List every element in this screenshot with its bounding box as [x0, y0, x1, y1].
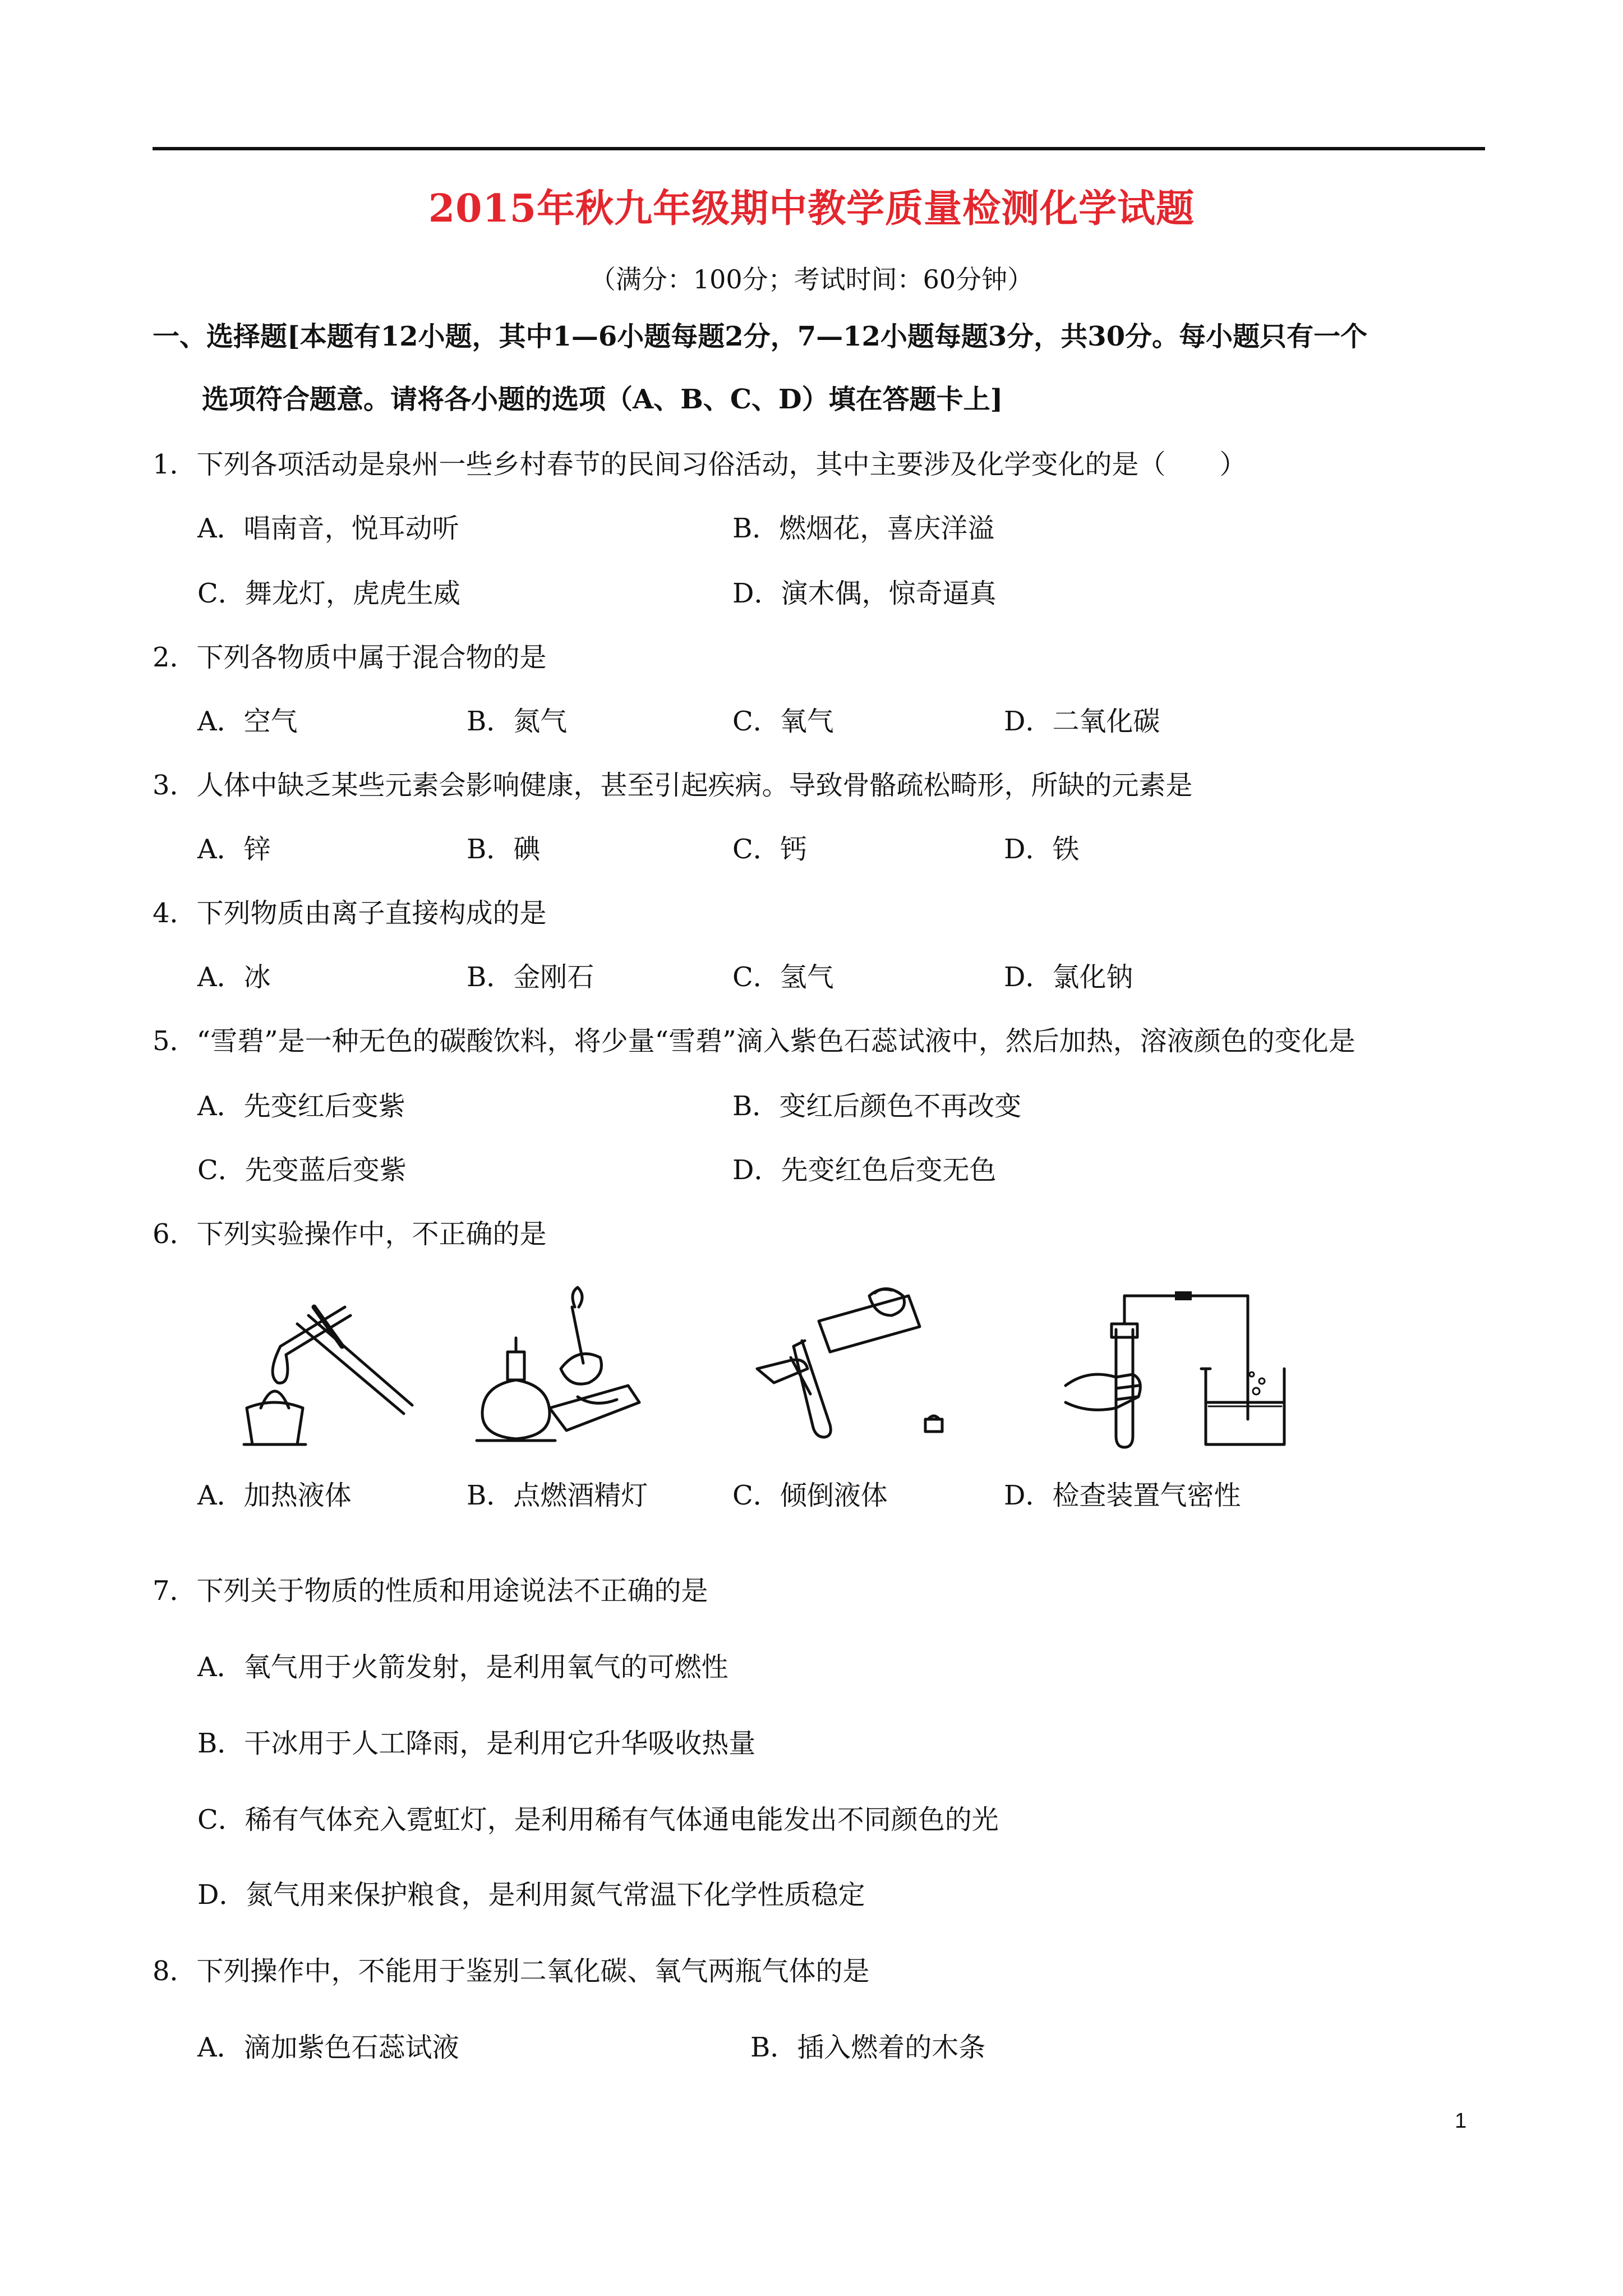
question-3-option-b: B．碘 — [467, 834, 541, 865]
question-7-stem: 7．下列关于物质的性质和用途说法不正确的是 — [153, 1575, 708, 1607]
question-4-option-d: D．氯化钠 — [1004, 961, 1133, 993]
question-2-option-b: B．氮气 — [467, 706, 568, 737]
question-8-option-b: B．插入燃着的木条 — [750, 2032, 986, 2063]
question-1-option-a: A．唱南音，悦耳动听 — [197, 513, 459, 544]
page-number: 1 — [1455, 2109, 1467, 2133]
header-rule — [153, 147, 1485, 150]
question-7-option-d: D．氮气用来保护粮食，是利用氮气常温下化学性质稳定 — [197, 1879, 865, 1911]
question-5-option-c: C．先变蓝后变紫 — [197, 1154, 407, 1186]
question-4-option-c: C．氢气 — [732, 961, 834, 993]
airtightness-check-figure — [1054, 1285, 1290, 1453]
question-6-option-c: C．倾倒液体 — [732, 1480, 888, 1511]
question-2-option-a: A．空气 — [197, 706, 298, 737]
question-6-option-a: A．加热液体 — [197, 1480, 352, 1511]
section-heading-line-1: 一、选择题[本题有12小题，其中1—6小题每题2分，7—12小题每题3分，共30分。每小题只有一个 — [153, 321, 1368, 352]
question-7-option-c: C．稀有气体充入霓虹灯，是利用稀有气体通电能发出不同颜色的光 — [197, 1804, 999, 1835]
question-5-option-a: A．先变红后变紫 — [197, 1091, 405, 1122]
question-4-stem: 4．下列物质由离子直接构成的是 — [153, 898, 547, 929]
exam-subtitle: （满分：100分；考试时间：60分钟） — [589, 264, 1034, 295]
question-8-option-a: A．滴加紫色石蕊试液 — [197, 2032, 459, 2063]
question-3-option-c: C．钙 — [732, 834, 807, 865]
question-7-option-a: A．氧气用于火箭发射，是利用氧气的可燃性 — [197, 1651, 728, 1683]
question-3-option-d: D．铁 — [1004, 834, 1080, 865]
question-5-stem: 5．“雪碧”是一种无色的碳酸饮料，将少量“雪碧”滴入紫色石蕊试液中，然后加热，溶液颜色的变化是 — [153, 1025, 1355, 1057]
question-3-option-a: A．锌 — [197, 834, 271, 865]
question-6-option-b: B．点燃酒精灯 — [467, 1480, 648, 1511]
question-5-option-d: D．先变红色后变无色 — [732, 1154, 997, 1186]
alcohol-lamp-figure — [460, 1285, 651, 1453]
question-5-option-b: B．变红后颜色不再改变 — [732, 1091, 1022, 1122]
question-7-option-b: B．干冰用于人工降雨，是利用它升华吸收热量 — [197, 1728, 756, 1759]
question-2-option-c: C．氧气 — [732, 706, 834, 737]
question-1-option-d: D．演木偶，惊奇逼真 — [732, 578, 997, 609]
question-2-option-d: D．二氧化碳 — [1004, 706, 1160, 737]
question-1-option-b: B．燃烟花，喜庆洋溢 — [732, 513, 995, 544]
question-4-option-a: A．冰 — [197, 961, 271, 993]
question-4-option-b: B．金刚石 — [467, 961, 594, 993]
question-2-stem: 2．下列各物质中属于混合物的是 — [153, 642, 547, 673]
question-6-stem: 6．下列实验操作中，不正确的是 — [153, 1218, 547, 1250]
section-heading-line-2: 选项符合题意。请将各小题的选项（A、B、C、D）填在答题卡上] — [202, 384, 1003, 415]
pouring-liquid-figure — [740, 1285, 953, 1453]
question-8-stem: 8．下列操作中，不能用于鉴别二氧化碳、氧气两瓶气体的是 — [153, 1955, 870, 1987]
question-3-stem: 3．人体中缺乏某些元素会影响健康，甚至引起疾病。导致骨骼疏松畸形，所缺的元素是 — [153, 770, 1193, 801]
heating-liquid-figure — [213, 1285, 415, 1453]
question-6-option-d: D．检查装置气密性 — [1004, 1480, 1241, 1511]
exam-title: 2015年秋九年级期中教学质量检测化学试题 — [428, 186, 1195, 231]
question-1-stem: 1．下列各项活动是泉州一些乡村春节的民间习俗活动，其中主要涉及化学变化的是（ ） — [153, 449, 1247, 480]
question-1-option-c: C．舞龙灯，虎虎生威 — [197, 578, 460, 609]
